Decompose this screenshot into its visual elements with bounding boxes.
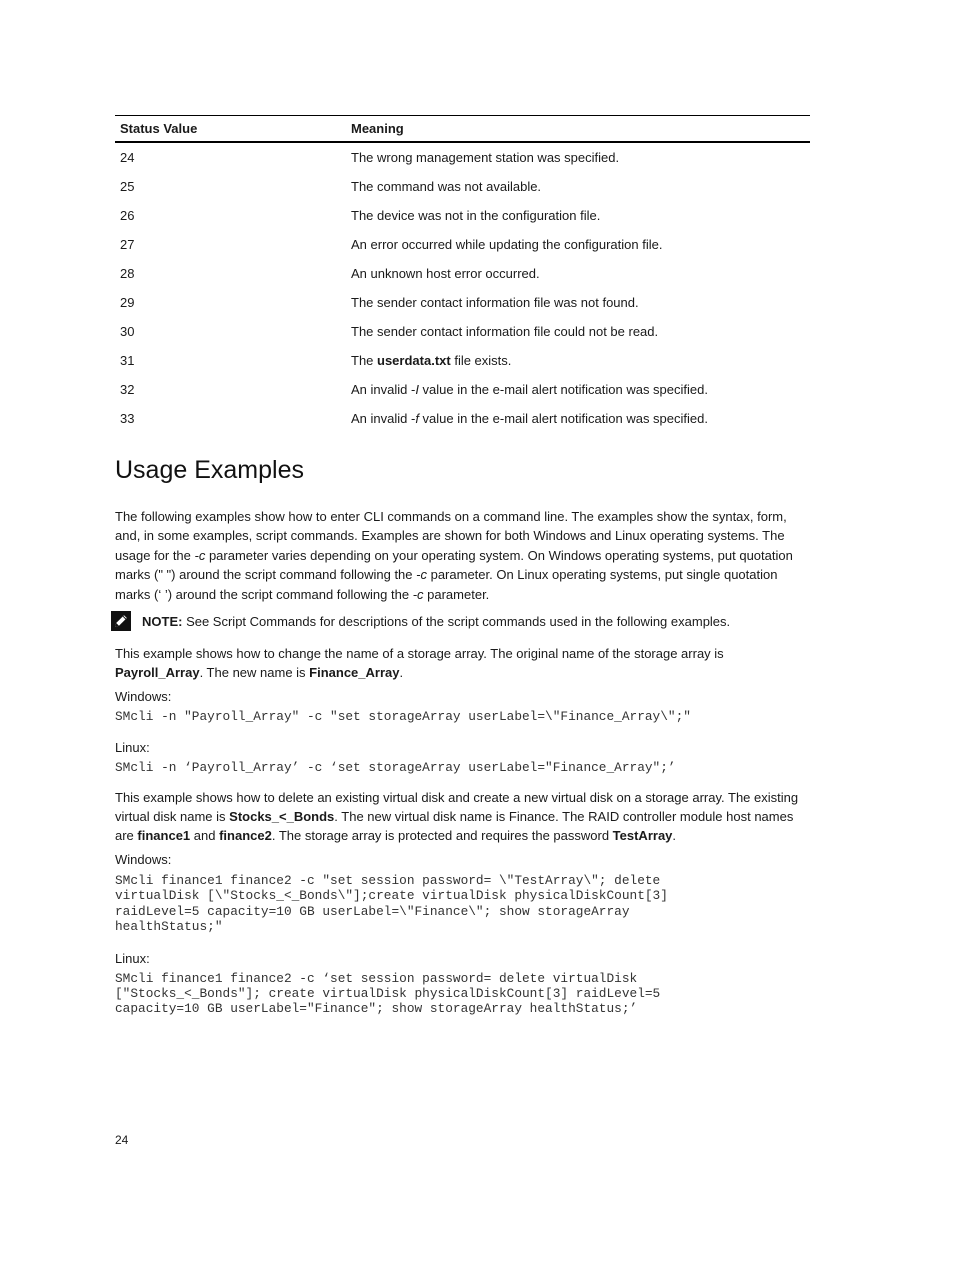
status-value-cell: 33 — [120, 411, 135, 426]
host-name-bold: finance2 — [219, 828, 272, 844]
linux-label: Linux: — [115, 950, 150, 966]
example-text: . — [399, 665, 404, 681]
meaning-text: An invalid - — [351, 382, 416, 397]
linux-code-block: SMcli -n ‘Payroll_Array’ -c ‘set storageArray userLabel="Finance_Array";’ — [115, 760, 676, 776]
windows-label: Windows: — [115, 851, 172, 867]
table-row — [115, 201, 810, 230]
header-meaning: Meaning — [346, 116, 810, 143]
example-text: . The new virtual disk name is Finance. The RAID controller module host names are — [115, 809, 794, 844]
table-header-row — [115, 116, 810, 143]
status-value-cell: 26 — [120, 208, 135, 223]
status-value-cell: 28 — [120, 266, 135, 281]
intro-text: parameter varies depending on your operating system. On Windows operating systems, put quotation marks (" ") around the script command following the — [115, 547, 793, 583]
meaning-cell: An error occurred while updating the configuration file. — [351, 237, 663, 252]
example2-paragraph — [115, 788, 810, 846]
status-value-cell: 29 — [120, 295, 135, 310]
meaning-text: value in the e-mail alert notification was specified. — [418, 411, 708, 426]
meaning-cell — [346, 375, 810, 404]
status-value-cell: 24 — [120, 150, 135, 165]
meaning-cell: The wrong management station was specified. — [351, 150, 620, 165]
parameter-italic: -c — [416, 567, 427, 583]
example-text: . The storage array is protected and requires the password — [271, 828, 613, 844]
meaning-cell — [346, 346, 810, 375]
disk-name-bold: Stocks_<_Bonds — [229, 809, 335, 825]
meaning-text: file exists. — [450, 353, 512, 368]
example-text: This example shows how to change the name of a storage array. The original name of the storage array is — [115, 646, 724, 662]
intro-paragraph — [115, 507, 810, 604]
meaning-cell: The sender contact information file was not found. — [351, 295, 639, 310]
page-number: 24 — [115, 1133, 129, 1147]
host-name-bold: finance1 — [137, 828, 191, 844]
meaning-cell: An unknown host error occurred. — [351, 266, 540, 281]
status-value-cell: 27 — [120, 237, 135, 252]
note-box — [115, 612, 810, 632]
parameter-italic: I — [415, 382, 419, 397]
table-row — [115, 288, 810, 317]
intro-text: parameter. On Linux operating systems, put single quotation marks (‘ ’) around the script command following the — [115, 567, 778, 602]
note-text: See Script Commands for descriptions of the script commands used in the following examples. — [182, 614, 731, 630]
table-row — [115, 404, 810, 433]
meaning-text: An invalid - — [351, 411, 416, 426]
meaning-cell: The command was not available. — [351, 179, 542, 194]
intro-text: parameter. — [423, 586, 490, 602]
pencil-note-icon — [111, 611, 131, 631]
meaning-cell: The device was not in the configuration file. — [351, 208, 601, 223]
section-title: Usage Examples — [115, 456, 304, 484]
status-table — [115, 115, 810, 433]
meaning-cell — [346, 404, 810, 433]
table-row — [115, 172, 810, 201]
example-text: This example shows how to delete an existing virtual disk and create a new virtual disk on a storage array. The existing virtual disk name is — [115, 789, 799, 825]
table-row — [115, 346, 810, 375]
header-status-value: Status Value — [115, 116, 346, 143]
meaning-text: The — [351, 353, 378, 368]
note-text-block — [142, 612, 730, 631]
status-value-cell: 25 — [120, 179, 135, 194]
example1-paragraph — [115, 644, 810, 683]
parameter-italic: f — [415, 411, 419, 426]
status-value-cell: 31 — [120, 353, 135, 368]
password-bold: TestArray — [612, 828, 673, 844]
array-name-bold: Finance_Array — [309, 665, 400, 681]
table-row — [115, 375, 810, 404]
table-row — [115, 142, 810, 172]
table-row — [115, 317, 810, 346]
filename-bold: userdata.txt — [377, 353, 451, 368]
meaning-text: value in the e-mail alert notification was specified. — [418, 382, 708, 397]
meaning-cell: The sender contact information file could not be read. — [351, 324, 659, 339]
note-label: NOTE: — [142, 614, 183, 630]
status-value-cell: 32 — [120, 382, 135, 397]
table-row — [115, 259, 810, 288]
linux-label: Linux: — [115, 740, 150, 756]
page-content — [115, 115, 810, 1017]
example-text: . — [672, 828, 677, 844]
windows-label: Windows: — [115, 688, 172, 704]
parameter-italic: -c — [412, 586, 424, 602]
example-text: . The new name is — [199, 665, 310, 681]
parameter-italic: -c — [194, 547, 206, 563]
array-name-bold: Payroll_Array — [115, 665, 200, 681]
windows-code-block: SMcli -n "Payroll_Array" -c "set storageArray userLabel=\"Finance_Array\";" — [115, 708, 691, 724]
status-value-cell: 30 — [120, 324, 135, 339]
windows-code-block: SMcli finance1 finance2 -c "set session password= \"TestArray\"; delete virtualDisk [\"Stocks_<_Bonds\"];create virtualDisk physicalDiskCount[3] raidLevel=5 capacity=10 GB userLabel=\"Finance\"; show storageArray healthStatus;" — [115, 872, 668, 935]
linux-code-block: SMcli finance1 finance2 -c ‘set session password= delete virtualDisk ["Stocks_<_Bonds"]; create virtualDisk physicalDiskCount[3] raidLevel=5 capacity=10 GB userLabel="Finance"; show storageArray healthStatus;’ — [115, 970, 661, 1017]
table-row — [115, 230, 810, 259]
example-text: and — [190, 828, 220, 844]
intro-text: The following examples show how to enter CLI commands on a command line. The examples show the syntax, form, and, in some examples, script commands. Examples are shown for both Windows and Linux operating systems. The usage for the — [115, 509, 787, 563]
